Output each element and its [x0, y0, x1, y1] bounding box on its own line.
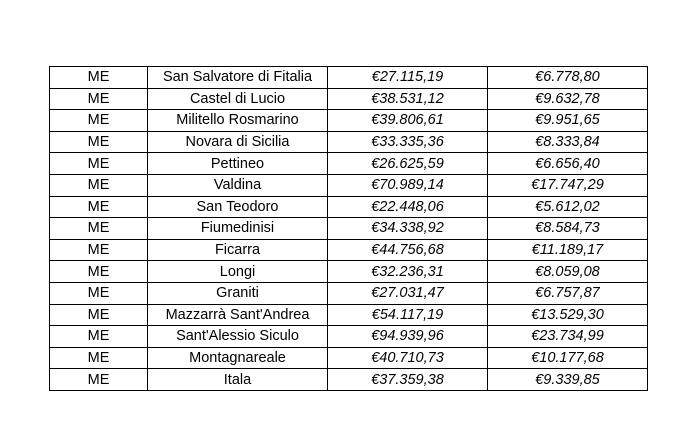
table-row	[50, 326, 648, 348]
table-row	[50, 174, 648, 196]
quota-cell: €6.656,40	[488, 153, 648, 175]
table-row	[50, 304, 648, 326]
quota-cell: €6.778,80	[488, 67, 648, 89]
province-cell: ME	[50, 347, 148, 369]
municipality-cell: Pettineo	[148, 153, 328, 175]
municipality-cell: Mazzarrà Sant'Andrea	[148, 304, 328, 326]
amount-cell: €38.531,12	[328, 88, 488, 110]
quota-cell: €8.059,08	[488, 261, 648, 283]
municipality-cell: Longi	[148, 261, 328, 283]
province-cell: ME	[50, 261, 148, 283]
amount-cell: €32.236,31	[328, 261, 488, 283]
table-row	[50, 369, 648, 391]
municipality-cell: San Salvatore di Fitalia	[148, 67, 328, 89]
table-row	[50, 347, 648, 369]
province-cell: ME	[50, 67, 148, 89]
quota-cell: €10.177,68	[488, 347, 648, 369]
quota-cell: €9.339,85	[488, 369, 648, 391]
quota-cell: €8.333,84	[488, 131, 648, 153]
municipality-cell: Valdina	[148, 174, 328, 196]
municipality-cell: Ficarra	[148, 239, 328, 261]
table-row	[50, 67, 648, 89]
province-cell: ME	[50, 88, 148, 110]
province-cell: ME	[50, 304, 148, 326]
province-cell: ME	[50, 196, 148, 218]
table-row	[50, 218, 648, 240]
amount-cell: €27.031,47	[328, 282, 488, 304]
table-row	[50, 239, 648, 261]
amount-cell: €34.338,92	[328, 218, 488, 240]
quota-cell: €9.632,78	[488, 88, 648, 110]
quota-cell: €13.529,30	[488, 304, 648, 326]
province-cell: ME	[50, 131, 148, 153]
table-body	[50, 67, 648, 391]
amount-cell: €27.115,19	[328, 67, 488, 89]
quota-cell: €11.189,17	[488, 239, 648, 261]
municipality-cell: Fiumedinisi	[148, 218, 328, 240]
amount-cell: €94.939,96	[328, 326, 488, 348]
quota-cell: €17.747,29	[488, 174, 648, 196]
amount-cell: €33.335,36	[328, 131, 488, 153]
province-cell: ME	[50, 218, 148, 240]
amount-cell: €39.806,61	[328, 110, 488, 132]
funding-table	[49, 66, 648, 391]
table-row	[50, 88, 648, 110]
amount-cell: €40.710,73	[328, 347, 488, 369]
quota-cell: €23.734,99	[488, 326, 648, 348]
province-cell: ME	[50, 369, 148, 391]
province-cell: ME	[50, 174, 148, 196]
quota-cell: €5.612,02	[488, 196, 648, 218]
amount-cell: €54.117,19	[328, 304, 488, 326]
amount-cell: €44.756,68	[328, 239, 488, 261]
province-cell: ME	[50, 153, 148, 175]
quota-cell: €6.757,87	[488, 282, 648, 304]
table-row	[50, 153, 648, 175]
municipality-cell: Montagnareale	[148, 347, 328, 369]
table-row	[50, 282, 648, 304]
municipality-cell: Itala	[148, 369, 328, 391]
table-row	[50, 131, 648, 153]
municipality-cell: Novara di Sicilia	[148, 131, 328, 153]
amount-cell: €37.359,38	[328, 369, 488, 391]
municipality-cell: Militello Rosmarino	[148, 110, 328, 132]
amount-cell: €26.625,59	[328, 153, 488, 175]
province-cell: ME	[50, 282, 148, 304]
document-table-container	[49, 66, 648, 391]
table-row	[50, 261, 648, 283]
amount-cell: €22.448,06	[328, 196, 488, 218]
municipality-cell: Graniti	[148, 282, 328, 304]
quota-cell: €9.951,65	[488, 110, 648, 132]
table-row	[50, 110, 648, 132]
municipality-cell: San Teodoro	[148, 196, 328, 218]
province-cell: ME	[50, 326, 148, 348]
table-row	[50, 196, 648, 218]
quota-cell: €8.584,73	[488, 218, 648, 240]
amount-cell: €70.989,14	[328, 174, 488, 196]
municipality-cell: Sant'Alessio Siculo	[148, 326, 328, 348]
municipality-cell: Castel di Lucio	[148, 88, 328, 110]
province-cell: ME	[50, 239, 148, 261]
province-cell: ME	[50, 110, 148, 132]
